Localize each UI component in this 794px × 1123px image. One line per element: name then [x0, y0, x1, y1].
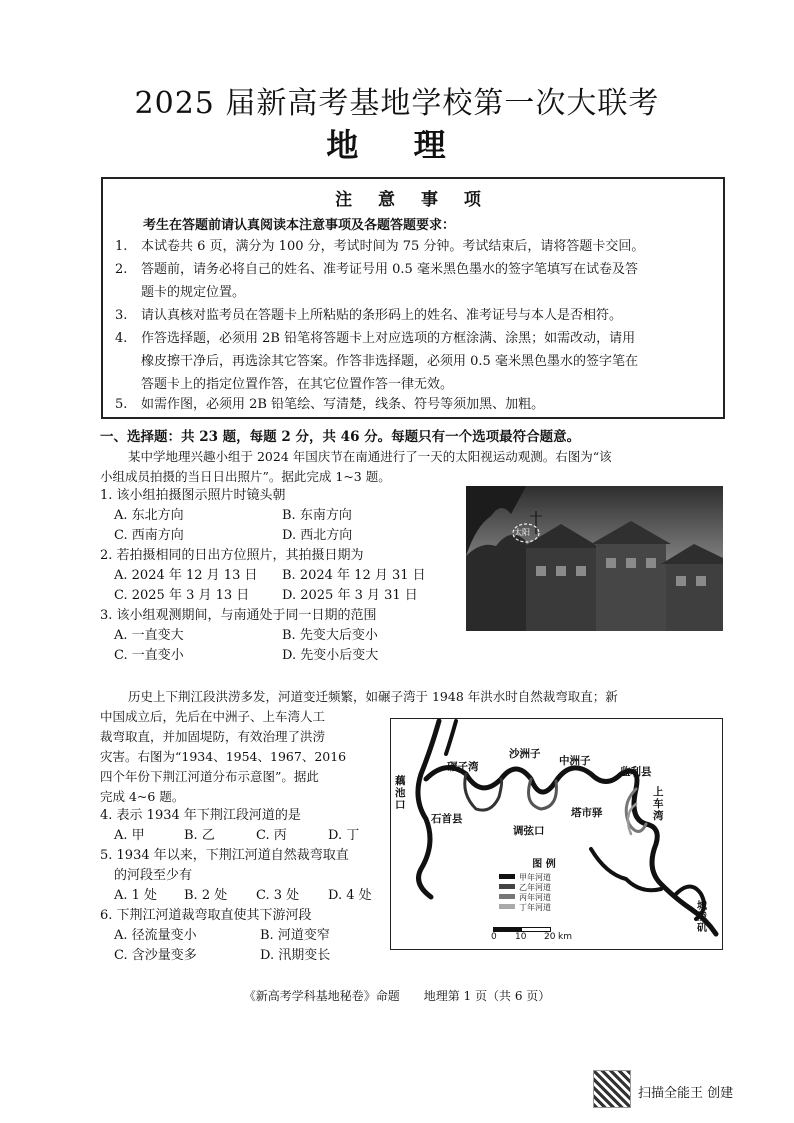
q3-option-a: A. 一直变大: [114, 628, 184, 643]
passage2-line6: 完成 4~6 题。: [100, 789, 185, 804]
passage2-line2: 中国成立后，先后在中洲子、上车湾人工: [100, 709, 326, 724]
q6-option-a: A. 径流量变小: [114, 928, 197, 943]
legend-item-1: 甲年河道: [499, 872, 589, 882]
q3-option-b: B. 先变大后变小: [282, 628, 378, 643]
notice-heading: 注 意 事 项: [335, 190, 491, 210]
q4-option-c: C. 丙: [256, 828, 287, 843]
passage2-line5: 四个年份下荆江河道分布示意图”。据此: [100, 769, 319, 784]
notice-item-5: 5. 如需作图，必须用 2B 铅笔绘、写清楚，线条、符号等须加黑、加粗。: [115, 397, 545, 412]
q2-option-d: D. 2025 年 3 月 31 日: [282, 588, 418, 603]
legend-item-3: 丙年河道: [499, 892, 589, 902]
q4-option-b: B. 乙: [184, 828, 215, 843]
map-scale-bar: 0 10 20 km: [491, 927, 571, 947]
label-chenglingji: 城陵矶: [697, 901, 707, 934]
jingjiang-river-map: [390, 718, 723, 950]
legend-item-4: 丁年河道: [499, 902, 589, 912]
passage1-line1: 某中学地理兴趣小组于 2024 年国庆节在南通进行了一天的太阳视运动观测。右图为“该: [128, 449, 612, 464]
q5-stem-line1: 5. 1934 年以来，下荆江河道自然裁弯取直: [100, 848, 349, 863]
q6-option-d: D. 汛期变长: [260, 948, 331, 963]
q5-option-b: B. 2 处: [184, 888, 228, 903]
sunrise-photo-drawing: [466, 486, 723, 631]
q5-stem-line2: 的河段至少有: [114, 868, 193, 883]
q5-option-a: A. 1 处: [114, 888, 158, 903]
label-shishou: 石首县: [431, 813, 463, 825]
notice-item-1: 1. 本试卷共 6 页，满分为 100 分，考试时间为 75 分钟。考试结束后，请将答题卡交回。: [115, 239, 645, 254]
label-shazhouzi: 沙洲子: [509, 748, 541, 760]
q3-option-c: C. 一直变小: [114, 648, 184, 663]
sunrise-photo: [466, 486, 723, 631]
legend-swatch-2: [499, 884, 515, 889]
passage2-line3: 裁弯取直，并加固堤防，有效治理了洪涝: [100, 729, 326, 744]
passage2-line4: 灾害。右图为“1934、1954、1967、2016: [100, 749, 347, 764]
notice-item-2: 2. 答题前，请务必将自己的姓名、准考证号用 0.5 毫米黑色墨水的签字笔填写在试卷及答 题卡的规定位置。: [115, 262, 638, 300]
passage1-line2: 小组成员拍摄的当日日出照片”。据此完成 1~3 题。: [100, 469, 391, 484]
label-jianli: 监利县: [620, 766, 652, 778]
q1-option-d: D. 西北方向: [282, 528, 353, 543]
q1-option-b: B. 东南方向: [282, 508, 352, 523]
scanner-watermark: 扫描全能王 创建: [638, 1086, 734, 1101]
q5-option-d: D. 4 处: [328, 888, 372, 903]
legend-swatch-1: [499, 874, 515, 879]
q5-option-c: C. 3 处: [256, 888, 300, 903]
section-heading: 一、选择题：共 23 题，每题 2 分，共 46 分。每题只有一个选项最符合题意。: [100, 429, 581, 445]
label-zhongzhouzi: 中洲子: [559, 755, 591, 767]
notice-item-3: 3. 请认真核对监考员在答题卡上所粘贴的条形码上的姓名、准考证号与本人是否相符。: [115, 308, 623, 323]
exam-title: 2025 届新高考基地学校第一次大联考: [134, 86, 660, 121]
q1-option-c: C. 西南方向: [114, 528, 184, 543]
label-shangchewan: 上车湾: [653, 786, 664, 822]
q6-option-b: B. 河道变窄: [260, 928, 330, 943]
map-legend: [499, 855, 589, 912]
q6-option-c: C. 含沙量变多: [114, 948, 197, 963]
q1-stem: 1. 该小组拍摄图示照片时镜头朝: [100, 488, 286, 503]
q2-option-c: C. 2025 年 3 月 13 日: [114, 588, 250, 603]
q2-stem: 2. 若拍摄相同的日出方位照片，其拍摄日期为: [100, 548, 364, 563]
legend-title: 图 例: [532, 859, 556, 870]
legend-item-2: 乙年河道: [499, 882, 589, 892]
q4-option-a: A. 甲: [114, 828, 145, 843]
page-footer: 《新高考学科基地秘卷》命题 地理第 1 页（共 6 页）: [243, 989, 551, 1003]
q3-stem: 3. 该小组观测期间，与南通处于同一日期的范围: [100, 608, 377, 623]
legend-swatch-3: [499, 894, 515, 899]
q4-stem: 4. 表示 1934 年下荆江段河道的是: [100, 808, 301, 823]
q3-option-d: D. 先变小后变大: [282, 648, 379, 663]
river-channels: [391, 719, 722, 949]
legend-swatch-4: [499, 904, 515, 909]
passage2-line1: 历史上下荆江段洪涝多发，河道变迁频繁，如碾子湾于 1948 年洪水时自然裁弯取直；新: [128, 689, 618, 704]
label-tashiyi: 塔市驿: [571, 807, 603, 819]
q2-option-b: B. 2024 年 12 月 31 日: [282, 568, 426, 583]
notice-box: [101, 177, 725, 419]
q6-stem: 6. 下荆江河道裁弯取直使其下游河段: [100, 908, 312, 923]
notice-item-4: 4. 作答选择题，必须用 2B 铅笔将答题卡上对应选项的方框涂满、涂黑；如需改动，请用 橡皮擦干净后，再选涂其它答案。作答非选择题，必须用 0.5 毫米黑色墨水的签字笔在 答题卡上的指定位置作答，在其它位置作答一律无效。: [115, 331, 638, 392]
label-ouchikou: 藕池口: [395, 775, 406, 811]
notice-intro: 考生在答题前请认真阅读本注意事项及各题答题要求：: [143, 218, 456, 233]
sun-label: 太阳: [514, 528, 530, 537]
q2-option-a: A. 2024 年 12 月 13 日: [114, 568, 258, 583]
subject-title: 地 理: [326, 126, 468, 164]
q4-option-d: D. 丁: [328, 828, 360, 843]
q1-option-a: A. 东北方向: [114, 508, 184, 523]
scanner-logo: [593, 1070, 631, 1108]
label-tiaoxiankou: 调弦口: [513, 825, 545, 837]
label-nianziwan: 碾子湾: [447, 761, 479, 773]
